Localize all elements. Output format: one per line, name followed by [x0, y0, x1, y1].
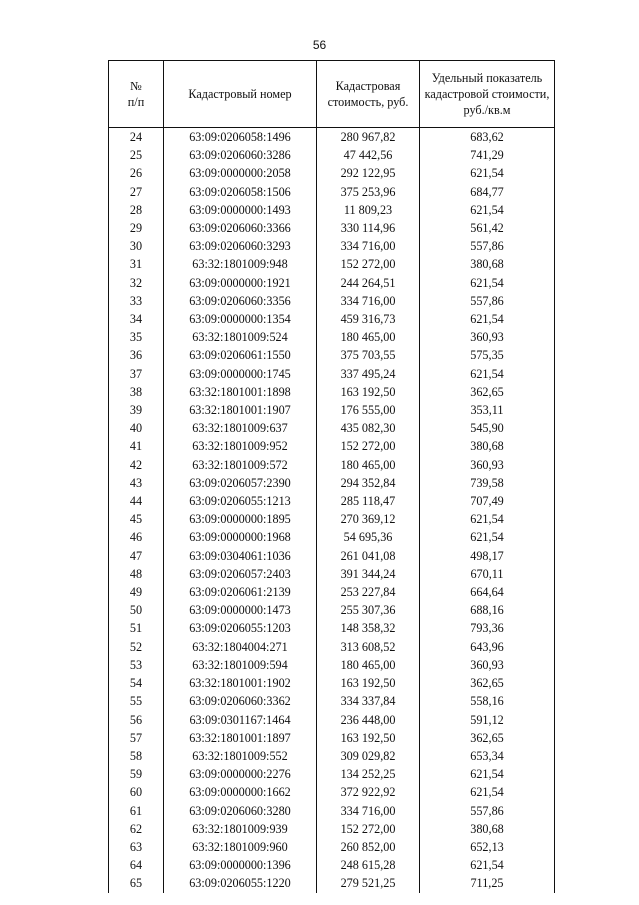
table-row — [109, 565, 555, 583]
cell-num: 26 — [109, 164, 164, 182]
cell-cadastral-value: 54 695,36 — [317, 528, 420, 546]
table-row — [109, 692, 555, 710]
table-row — [109, 820, 555, 838]
cell-num: 35 — [109, 328, 164, 346]
cell-cadastral-number: 63:09:0206060:3293 — [164, 237, 317, 255]
cell-cadastral-value: 334 716,00 — [317, 802, 420, 820]
cell-cadastral-number: 63:09:0206058:1506 — [164, 183, 317, 201]
cell-cadastral-value: 280 967,82 — [317, 128, 420, 147]
header-num: № п/п — [109, 61, 164, 128]
table-row — [109, 601, 555, 619]
cell-cadastral-value: 244 264,51 — [317, 274, 420, 292]
cell-specific-indicator: 362,65 — [420, 383, 555, 401]
cell-num: 37 — [109, 365, 164, 383]
table-header — [109, 61, 555, 128]
cell-specific-indicator: 739,58 — [420, 474, 555, 492]
cell-specific-indicator: 652,13 — [420, 838, 555, 856]
cell-cadastral-number: 63:32:1801009:960 — [164, 838, 317, 856]
cell-cadastral-number: 63:09:0000000:1968 — [164, 528, 317, 546]
cell-num: 32 — [109, 274, 164, 292]
cell-specific-indicator: 653,34 — [420, 747, 555, 765]
cell-num: 47 — [109, 547, 164, 565]
cell-num: 53 — [109, 656, 164, 674]
cell-specific-indicator: 380,68 — [420, 255, 555, 273]
cell-cadastral-value: 148 358,32 — [317, 619, 420, 637]
cell-cadastral-number: 63:09:0206057:2390 — [164, 474, 317, 492]
cell-specific-indicator: 621,54 — [420, 310, 555, 328]
cell-cadastral-number: 63:09:0206057:2403 — [164, 565, 317, 583]
table-row — [109, 583, 555, 601]
cell-specific-indicator: 621,54 — [420, 510, 555, 528]
cell-cadastral-number: 63:09:0206055:1220 — [164, 874, 317, 892]
cell-num: 64 — [109, 856, 164, 874]
table-row — [109, 856, 555, 874]
cell-num: 43 — [109, 474, 164, 492]
cell-specific-indicator: 793,36 — [420, 619, 555, 637]
cell-cadastral-number: 63:09:0301167:1464 — [164, 711, 317, 729]
table-row — [109, 838, 555, 856]
cell-cadastral-value: 152 272,00 — [317, 437, 420, 455]
cell-specific-indicator: 561,42 — [420, 219, 555, 237]
cell-cadastral-number: 63:32:1801001:1897 — [164, 729, 317, 747]
cell-cadastral-value: 163 192,50 — [317, 674, 420, 692]
cell-cadastral-value: 261 041,08 — [317, 547, 420, 565]
cell-specific-indicator: 498,17 — [420, 547, 555, 565]
cell-num: 60 — [109, 783, 164, 801]
cell-num: 52 — [109, 638, 164, 656]
table-row — [109, 255, 555, 273]
cell-num: 56 — [109, 711, 164, 729]
cell-cadastral-value: 375 253,96 — [317, 183, 420, 201]
table-row — [109, 802, 555, 820]
table-row — [109, 711, 555, 729]
cell-specific-indicator: 362,65 — [420, 674, 555, 692]
cell-cadastral-number: 63:09:0206061:1550 — [164, 346, 317, 364]
cell-cadastral-number: 63:09:0206058:1496 — [164, 128, 317, 147]
table-row — [109, 365, 555, 383]
table-row — [109, 201, 555, 219]
cell-cadastral-value: 459 316,73 — [317, 310, 420, 328]
table-row — [109, 783, 555, 801]
cell-cadastral-value: 292 122,95 — [317, 164, 420, 182]
cell-cadastral-number: 63:32:1801009:524 — [164, 328, 317, 346]
table-row — [109, 146, 555, 164]
cell-cadastral-value: 375 703,55 — [317, 346, 420, 364]
cell-specific-indicator: 643,96 — [420, 638, 555, 656]
cell-cadastral-value: 285 118,47 — [317, 492, 420, 510]
cell-specific-indicator: 353,11 — [420, 401, 555, 419]
cell-num: 55 — [109, 692, 164, 710]
table-row — [109, 346, 555, 364]
table-row — [109, 510, 555, 528]
cell-cadastral-value: 313 608,52 — [317, 638, 420, 656]
table-row — [109, 729, 555, 747]
cell-num: 41 — [109, 437, 164, 455]
cell-specific-indicator: 360,93 — [420, 328, 555, 346]
cell-num: 58 — [109, 747, 164, 765]
cell-cadastral-value: 334 716,00 — [317, 292, 420, 310]
cell-cadastral-value: 309 029,82 — [317, 747, 420, 765]
table-row — [109, 765, 555, 783]
cell-cadastral-number: 63:32:1801001:1898 — [164, 383, 317, 401]
cell-cadastral-number: 63:09:0206060:3280 — [164, 802, 317, 820]
cell-cadastral-number: 63:32:1801001:1907 — [164, 401, 317, 419]
cell-specific-indicator: 360,93 — [420, 656, 555, 674]
cell-cadastral-value: 180 465,00 — [317, 328, 420, 346]
table-row — [109, 274, 555, 292]
cell-cadastral-number: 63:09:0000000:1354 — [164, 310, 317, 328]
header-specific-indicator: Удельный показатель кадастровой стоимости, руб./кв.м — [420, 61, 555, 128]
cell-cadastral-number: 63:09:0000000:1473 — [164, 601, 317, 619]
cell-specific-indicator: 711,25 — [420, 874, 555, 892]
cell-cadastral-value: 260 852,00 — [317, 838, 420, 856]
cell-cadastral-number: 63:32:1801009:572 — [164, 456, 317, 474]
cell-cadastral-number: 63:32:1801009:948 — [164, 255, 317, 273]
table-row — [109, 492, 555, 510]
table-row — [109, 328, 555, 346]
cell-cadastral-number: 63:09:0304061:1036 — [164, 547, 317, 565]
cell-cadastral-value: 163 192,50 — [317, 729, 420, 747]
cell-num: 44 — [109, 492, 164, 510]
cell-num: 51 — [109, 619, 164, 637]
cell-num: 30 — [109, 237, 164, 255]
cell-cadastral-value: 248 615,28 — [317, 856, 420, 874]
cell-cadastral-value: 236 448,00 — [317, 711, 420, 729]
table-row — [109, 383, 555, 401]
cell-num: 36 — [109, 346, 164, 364]
cell-num: 25 — [109, 146, 164, 164]
cell-num: 24 — [109, 128, 164, 147]
cell-cadastral-value: 47 442,56 — [317, 146, 420, 164]
cell-specific-indicator: 380,68 — [420, 437, 555, 455]
cell-cadastral-number: 63:32:1801009:939 — [164, 820, 317, 838]
cell-cadastral-number: 63:09:0000000:2276 — [164, 765, 317, 783]
cell-specific-indicator: 621,54 — [420, 365, 555, 383]
cell-cadastral-number: 63:09:0206055:1203 — [164, 619, 317, 637]
cell-cadastral-value: 253 227,84 — [317, 583, 420, 601]
table-row — [109, 310, 555, 328]
cell-cadastral-value: 180 465,00 — [317, 656, 420, 674]
table-body — [109, 128, 555, 893]
cell-specific-indicator: 670,11 — [420, 565, 555, 583]
table-row — [109, 747, 555, 765]
cell-specific-indicator: 557,86 — [420, 292, 555, 310]
table-row — [109, 638, 555, 656]
cell-specific-indicator: 380,68 — [420, 820, 555, 838]
cell-num: 65 — [109, 874, 164, 892]
cell-cadastral-number: 63:09:0206055:1213 — [164, 492, 317, 510]
cell-cadastral-number: 63:09:0206060:3362 — [164, 692, 317, 710]
table-row — [109, 547, 555, 565]
cell-cadastral-value: 435 082,30 — [317, 419, 420, 437]
cell-cadastral-value: 180 465,00 — [317, 456, 420, 474]
cell-cadastral-value: 152 272,00 — [317, 255, 420, 273]
cell-cadastral-number: 63:32:1801009:952 — [164, 437, 317, 455]
cell-num: 29 — [109, 219, 164, 237]
cell-cadastral-value: 270 369,12 — [317, 510, 420, 528]
cell-cadastral-value: 372 922,92 — [317, 783, 420, 801]
cell-specific-indicator: 621,54 — [420, 856, 555, 874]
table-row — [109, 674, 555, 692]
cell-num: 42 — [109, 456, 164, 474]
cell-num: 45 — [109, 510, 164, 528]
cell-num: 63 — [109, 838, 164, 856]
cell-specific-indicator: 741,29 — [420, 146, 555, 164]
cell-cadastral-number: 63:09:0000000:1662 — [164, 783, 317, 801]
table-row — [109, 237, 555, 255]
cell-specific-indicator: 591,12 — [420, 711, 555, 729]
cell-cadastral-value: 152 272,00 — [317, 820, 420, 838]
table-row — [109, 128, 555, 147]
cell-num: 34 — [109, 310, 164, 328]
cell-cadastral-value: 176 555,00 — [317, 401, 420, 419]
cell-num: 27 — [109, 183, 164, 201]
cadastral-table — [108, 60, 555, 893]
cell-cadastral-value: 337 495,24 — [317, 365, 420, 383]
cell-num: 38 — [109, 383, 164, 401]
cell-cadastral-number: 63:09:0000000:1921 — [164, 274, 317, 292]
cell-cadastral-value: 11 809,23 — [317, 201, 420, 219]
cell-cadastral-number: 63:32:1801009:552 — [164, 747, 317, 765]
cell-cadastral-number: 63:09:0206061:2139 — [164, 583, 317, 601]
cell-specific-indicator: 545,90 — [420, 419, 555, 437]
cell-num: 59 — [109, 765, 164, 783]
cell-cadastral-number: 63:09:0000000:1493 — [164, 201, 317, 219]
cell-specific-indicator: 707,49 — [420, 492, 555, 510]
cell-cadastral-value: 330 114,96 — [317, 219, 420, 237]
cell-cadastral-value: 391 344,24 — [317, 565, 420, 583]
cell-cadastral-number: 63:09:0000000:2058 — [164, 164, 317, 182]
cell-cadastral-value: 334 337,84 — [317, 692, 420, 710]
table-row — [109, 183, 555, 201]
table-row — [109, 419, 555, 437]
cell-specific-indicator: 557,86 — [420, 802, 555, 820]
cell-num: 33 — [109, 292, 164, 310]
table-row — [109, 528, 555, 546]
cell-num: 31 — [109, 255, 164, 273]
cell-num: 40 — [109, 419, 164, 437]
table-row — [109, 874, 555, 892]
cell-specific-indicator: 688,16 — [420, 601, 555, 619]
cell-specific-indicator: 621,54 — [420, 783, 555, 801]
table-row — [109, 164, 555, 182]
cell-cadastral-number: 63:32:1804004:271 — [164, 638, 317, 656]
cell-num: 54 — [109, 674, 164, 692]
cell-cadastral-value: 163 192,50 — [317, 383, 420, 401]
cell-num: 57 — [109, 729, 164, 747]
cell-cadastral-number: 63:32:1801009:637 — [164, 419, 317, 437]
cell-num: 46 — [109, 528, 164, 546]
cell-specific-indicator: 558,16 — [420, 692, 555, 710]
cell-cadastral-number: 63:09:0000000:1396 — [164, 856, 317, 874]
cell-cadastral-value: 134 252,25 — [317, 765, 420, 783]
cell-specific-indicator: 621,54 — [420, 765, 555, 783]
cell-specific-indicator: 557,86 — [420, 237, 555, 255]
cell-num: 49 — [109, 583, 164, 601]
header-cadastral-number: Кадастровый номер — [164, 61, 317, 128]
cell-num: 62 — [109, 820, 164, 838]
header-cadastral-value: Кадастровая стоимость, руб. — [317, 61, 420, 128]
cell-cadastral-value: 279 521,25 — [317, 874, 420, 892]
cell-cadastral-value: 255 307,36 — [317, 601, 420, 619]
cell-cadastral-number: 63:09:0000000:1895 — [164, 510, 317, 528]
table-row — [109, 619, 555, 637]
cell-specific-indicator: 684,77 — [420, 183, 555, 201]
cell-specific-indicator: 621,54 — [420, 201, 555, 219]
table-row — [109, 437, 555, 455]
cell-num: 50 — [109, 601, 164, 619]
cell-specific-indicator: 360,93 — [420, 456, 555, 474]
cell-num: 39 — [109, 401, 164, 419]
cell-cadastral-number: 63:09:0000000:1745 — [164, 365, 317, 383]
cell-specific-indicator: 575,35 — [420, 346, 555, 364]
cell-specific-indicator: 362,65 — [420, 729, 555, 747]
table-row — [109, 292, 555, 310]
cell-cadastral-number: 63:32:1801001:1902 — [164, 674, 317, 692]
cell-specific-indicator: 683,62 — [420, 128, 555, 147]
cell-specific-indicator: 664,64 — [420, 583, 555, 601]
cell-num: 28 — [109, 201, 164, 219]
cell-cadastral-number: 63:09:0206060:3356 — [164, 292, 317, 310]
cell-specific-indicator: 621,54 — [420, 164, 555, 182]
cell-num: 48 — [109, 565, 164, 583]
table-row — [109, 219, 555, 237]
table-row — [109, 474, 555, 492]
page-number: 56 — [312, 38, 327, 52]
cell-num: 61 — [109, 802, 164, 820]
header-row — [109, 61, 555, 128]
cell-cadastral-number: 63:09:0206060:3366 — [164, 219, 317, 237]
cell-specific-indicator: 621,54 — [420, 274, 555, 292]
cell-cadastral-number: 63:09:0206060:3286 — [164, 146, 317, 164]
cell-cadastral-value: 294 352,84 — [317, 474, 420, 492]
cell-cadastral-value: 334 716,00 — [317, 237, 420, 255]
table-row — [109, 656, 555, 674]
cell-cadastral-number: 63:32:1801009:594 — [164, 656, 317, 674]
cell-specific-indicator: 621,54 — [420, 528, 555, 546]
table-row — [109, 456, 555, 474]
table-row — [109, 401, 555, 419]
